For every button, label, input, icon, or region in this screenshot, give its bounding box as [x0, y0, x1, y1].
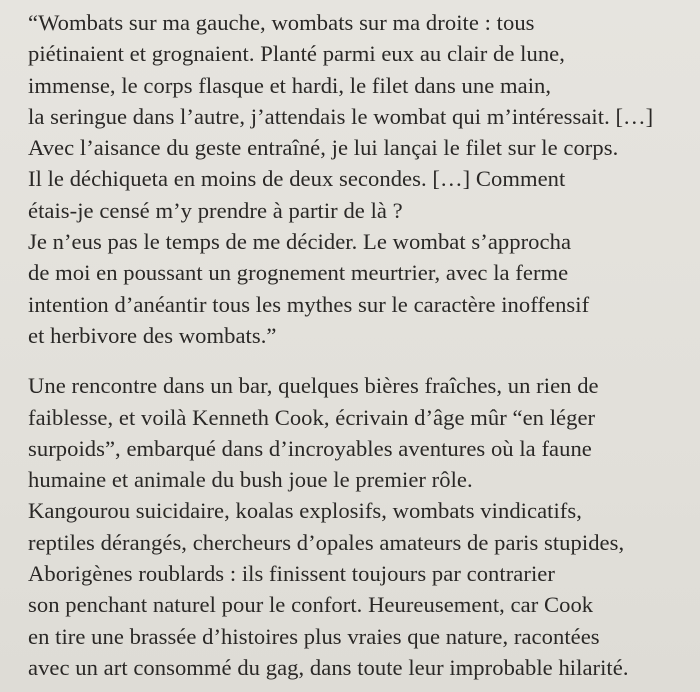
quote-line: étais-je censé m’y prendre à partir de là ? — [28, 197, 403, 223]
quote-line: Il le déchiqueta en moins de deux secondes. […] Comment — [28, 166, 566, 192]
blurb-line: surpoids”, embarqué dans d’incroyables aventures où la faune — [28, 435, 592, 461]
quote-line: immense, le corps flasque et hardi, le filet dans une main, — [28, 72, 552, 98]
quote-line: intention d’anéantir tous les mythes sur le caractère inoffensif — [28, 291, 590, 317]
blurb-line: humaine et animale du bush joue le premier rôle. — [28, 467, 473, 493]
quote-line: Je n’eus pas le temps de me décider. Le wombat s’approcha — [28, 229, 572, 255]
blurb-line: Une rencontre dans un bar, quelques bières fraîches, un rien de — [28, 373, 599, 399]
quote-line: et herbivore des wombats.” — [28, 322, 277, 348]
quote-line: piétinaient et grognaient. Planté parmi eux au clair de lune, — [28, 41, 565, 67]
blurb-line: en tire une brassée d’histoires plus vraies que nature, racontées — [28, 623, 600, 649]
blurb-line: son penchant naturel pour le confort. Heureusement, car Cook — [28, 592, 594, 618]
quote-line: Avec l’aisance du geste entraîné, je lui lançai le filet sur le corps. — [28, 135, 619, 161]
blurb-line: reptiles dérangés, chercheurs d’opales amateurs de paris stupides, — [28, 529, 625, 555]
blurb-line: Kangourou suicidaire, koalas explosifs, wombats vindicatifs, — [28, 498, 582, 524]
blurb-line: faiblesse, et voilà Kenneth Cook, écrivain d’âge mûr “en léger — [28, 404, 596, 430]
quote-line: de moi en poussant un grognement meurtrier, avec la ferme — [28, 260, 569, 286]
blurb-line: avec un art consommé du gag, dans toute leur improbable hilarité. — [28, 654, 629, 680]
excerpt-quote — [28, 7, 688, 351]
quote-line: la seringue dans l’autre, j’attendais le wombat qui m’intéressait. […] — [28, 103, 654, 129]
book-blurb — [28, 370, 688, 683]
blurb-line: Aborigènes roublards : ils finissent toujours par contrarier — [28, 561, 555, 587]
quote-line: “Wombats sur ma gauche, wombats sur ma droite : tous — [28, 10, 535, 35]
